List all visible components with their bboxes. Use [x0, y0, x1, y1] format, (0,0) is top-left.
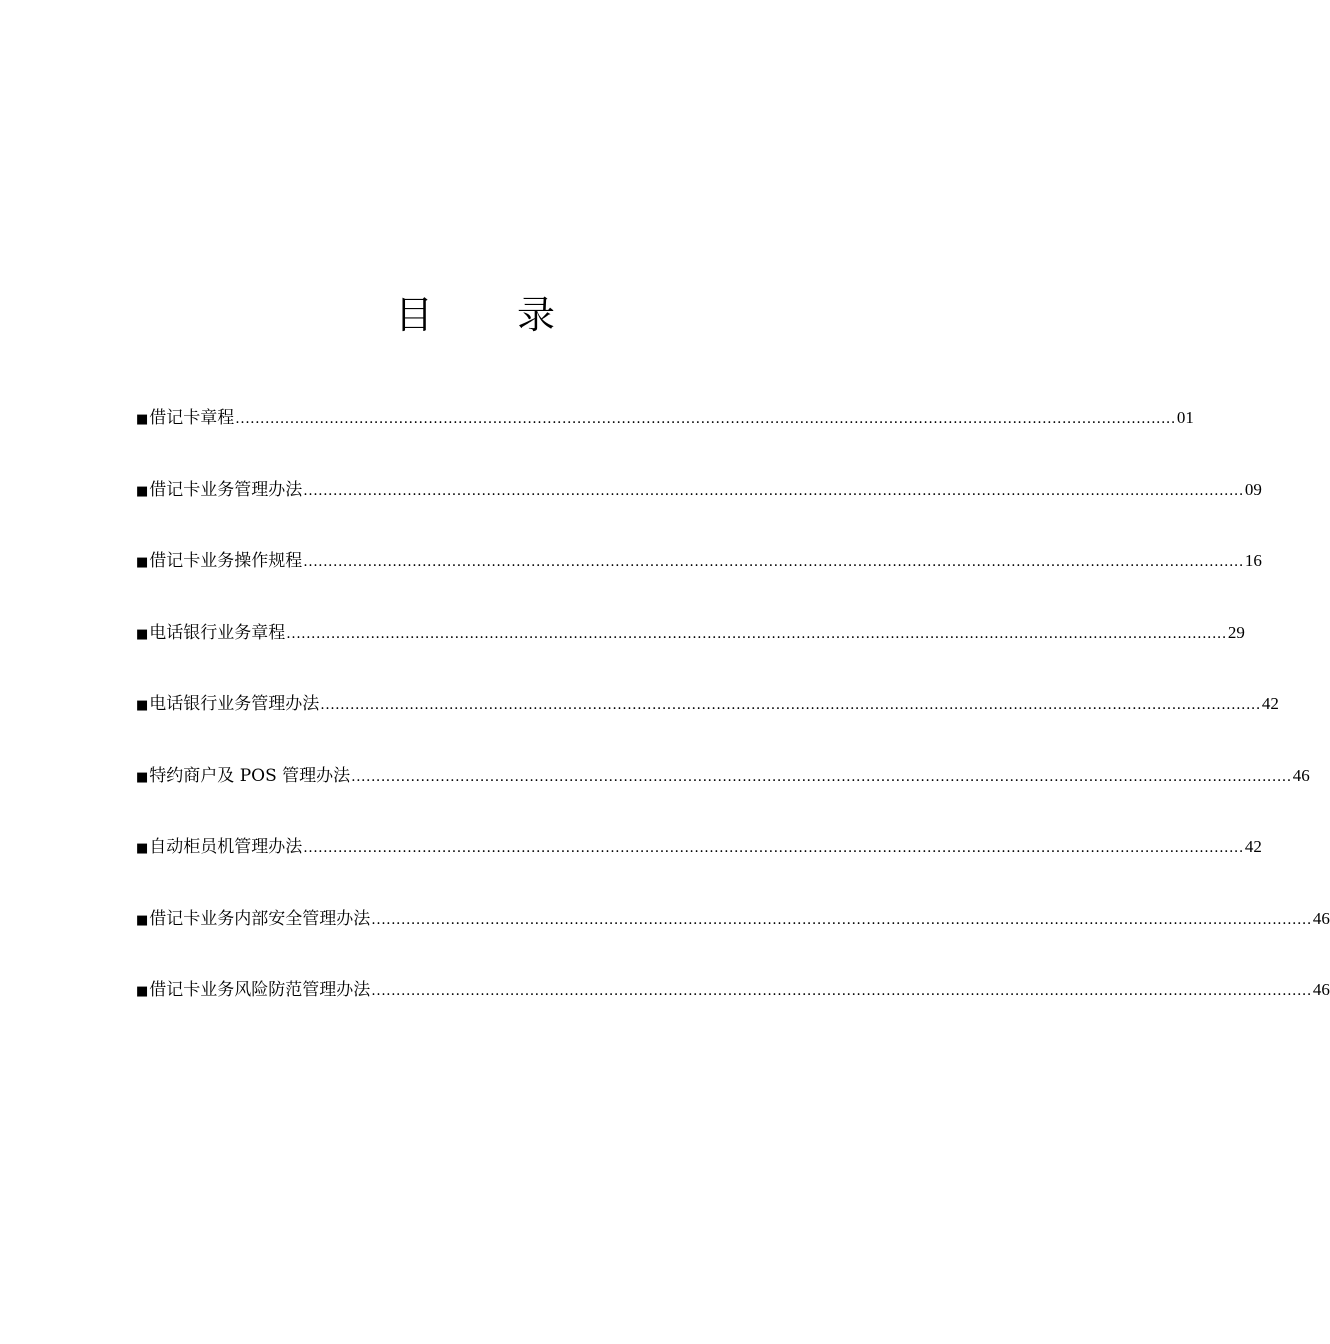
table-of-contents: [136, 405, 1330, 1049]
toc-page-number: 42: [1261, 694, 1279, 713]
toc-entry-title: 借记卡章程: [149, 408, 235, 428]
toc-entry[interactable]: [136, 548, 1262, 620]
square-bullet-icon: ■: [136, 626, 149, 642]
toc-entry[interactable]: [136, 834, 1262, 906]
toc-entry-title: 电话银行业务章程: [149, 622, 286, 643]
toc-entry[interactable]: [136, 906, 1330, 978]
toc-entry[interactable]: [136, 691, 1279, 763]
toc-entry[interactable]: [136, 405, 1194, 477]
dot-leader: ..............................................................................................................................................................................................: [235, 411, 1176, 427]
toc-entry-title: 借记卡业务操作规程: [149, 551, 303, 571]
toc-page-number: 16: [1244, 551, 1262, 570]
toc-entry[interactable]: [136, 763, 1310, 835]
toc-entry-title: 特约商户及 POS 管理办法: [149, 765, 351, 786]
toc-entry[interactable]: [136, 620, 1245, 692]
square-bullet-icon: ■: [136, 984, 149, 999]
toc-entry[interactable]: [136, 477, 1262, 549]
dot-leader: ..............................................................................................................................................................................................: [371, 983, 1312, 999]
dot-leader: ..............................................................................................................................................................................................: [303, 482, 1244, 499]
toc-page-number: 29: [1227, 622, 1245, 642]
dot-leader: ..............................................................................................................................................................................................: [351, 768, 1292, 785]
square-bullet-icon: ■: [136, 698, 149, 713]
toc-page-number: 09: [1244, 479, 1262, 499]
toc-entry-title: 借记卡业务风险防范管理办法: [149, 980, 371, 1000]
square-bullet-icon: ■: [136, 555, 149, 570]
toc-page-number: 46: [1312, 980, 1330, 999]
page-title: 目 录: [394, 293, 592, 337]
toc-page-number: 42: [1244, 837, 1262, 856]
dot-leader: ..............................................................................................................................................................................................: [303, 840, 1244, 856]
toc-page-number: 46: [1292, 765, 1310, 785]
square-bullet-icon: ■: [136, 769, 149, 785]
square-bullet-icon: ■: [136, 912, 149, 928]
toc-page-number: 46: [1312, 908, 1330, 928]
square-bullet-icon: ■: [136, 412, 149, 427]
toc-entry-title: 借记卡业务管理办法: [149, 479, 303, 500]
toc-entry-title: 借记卡业务内部安全管理办法: [149, 908, 371, 929]
dot-leader: ..............................................................................................................................................................................................: [320, 697, 1261, 713]
square-bullet-icon: ■: [136, 483, 149, 499]
dot-leader: ..............................................................................................................................................................................................: [371, 911, 1312, 928]
toc-entry[interactable]: [136, 977, 1330, 1049]
toc-entry-title: 电话银行业务管理办法: [149, 694, 320, 714]
square-bullet-icon: ■: [136, 841, 149, 856]
toc-entry-title: 自动柜员机管理办法: [149, 837, 303, 857]
toc-page-number: 01: [1176, 408, 1194, 427]
dot-leader: ..............................................................................................................................................................................................: [303, 554, 1244, 570]
dot-leader: ..............................................................................................................................................................................................: [286, 625, 1227, 642]
